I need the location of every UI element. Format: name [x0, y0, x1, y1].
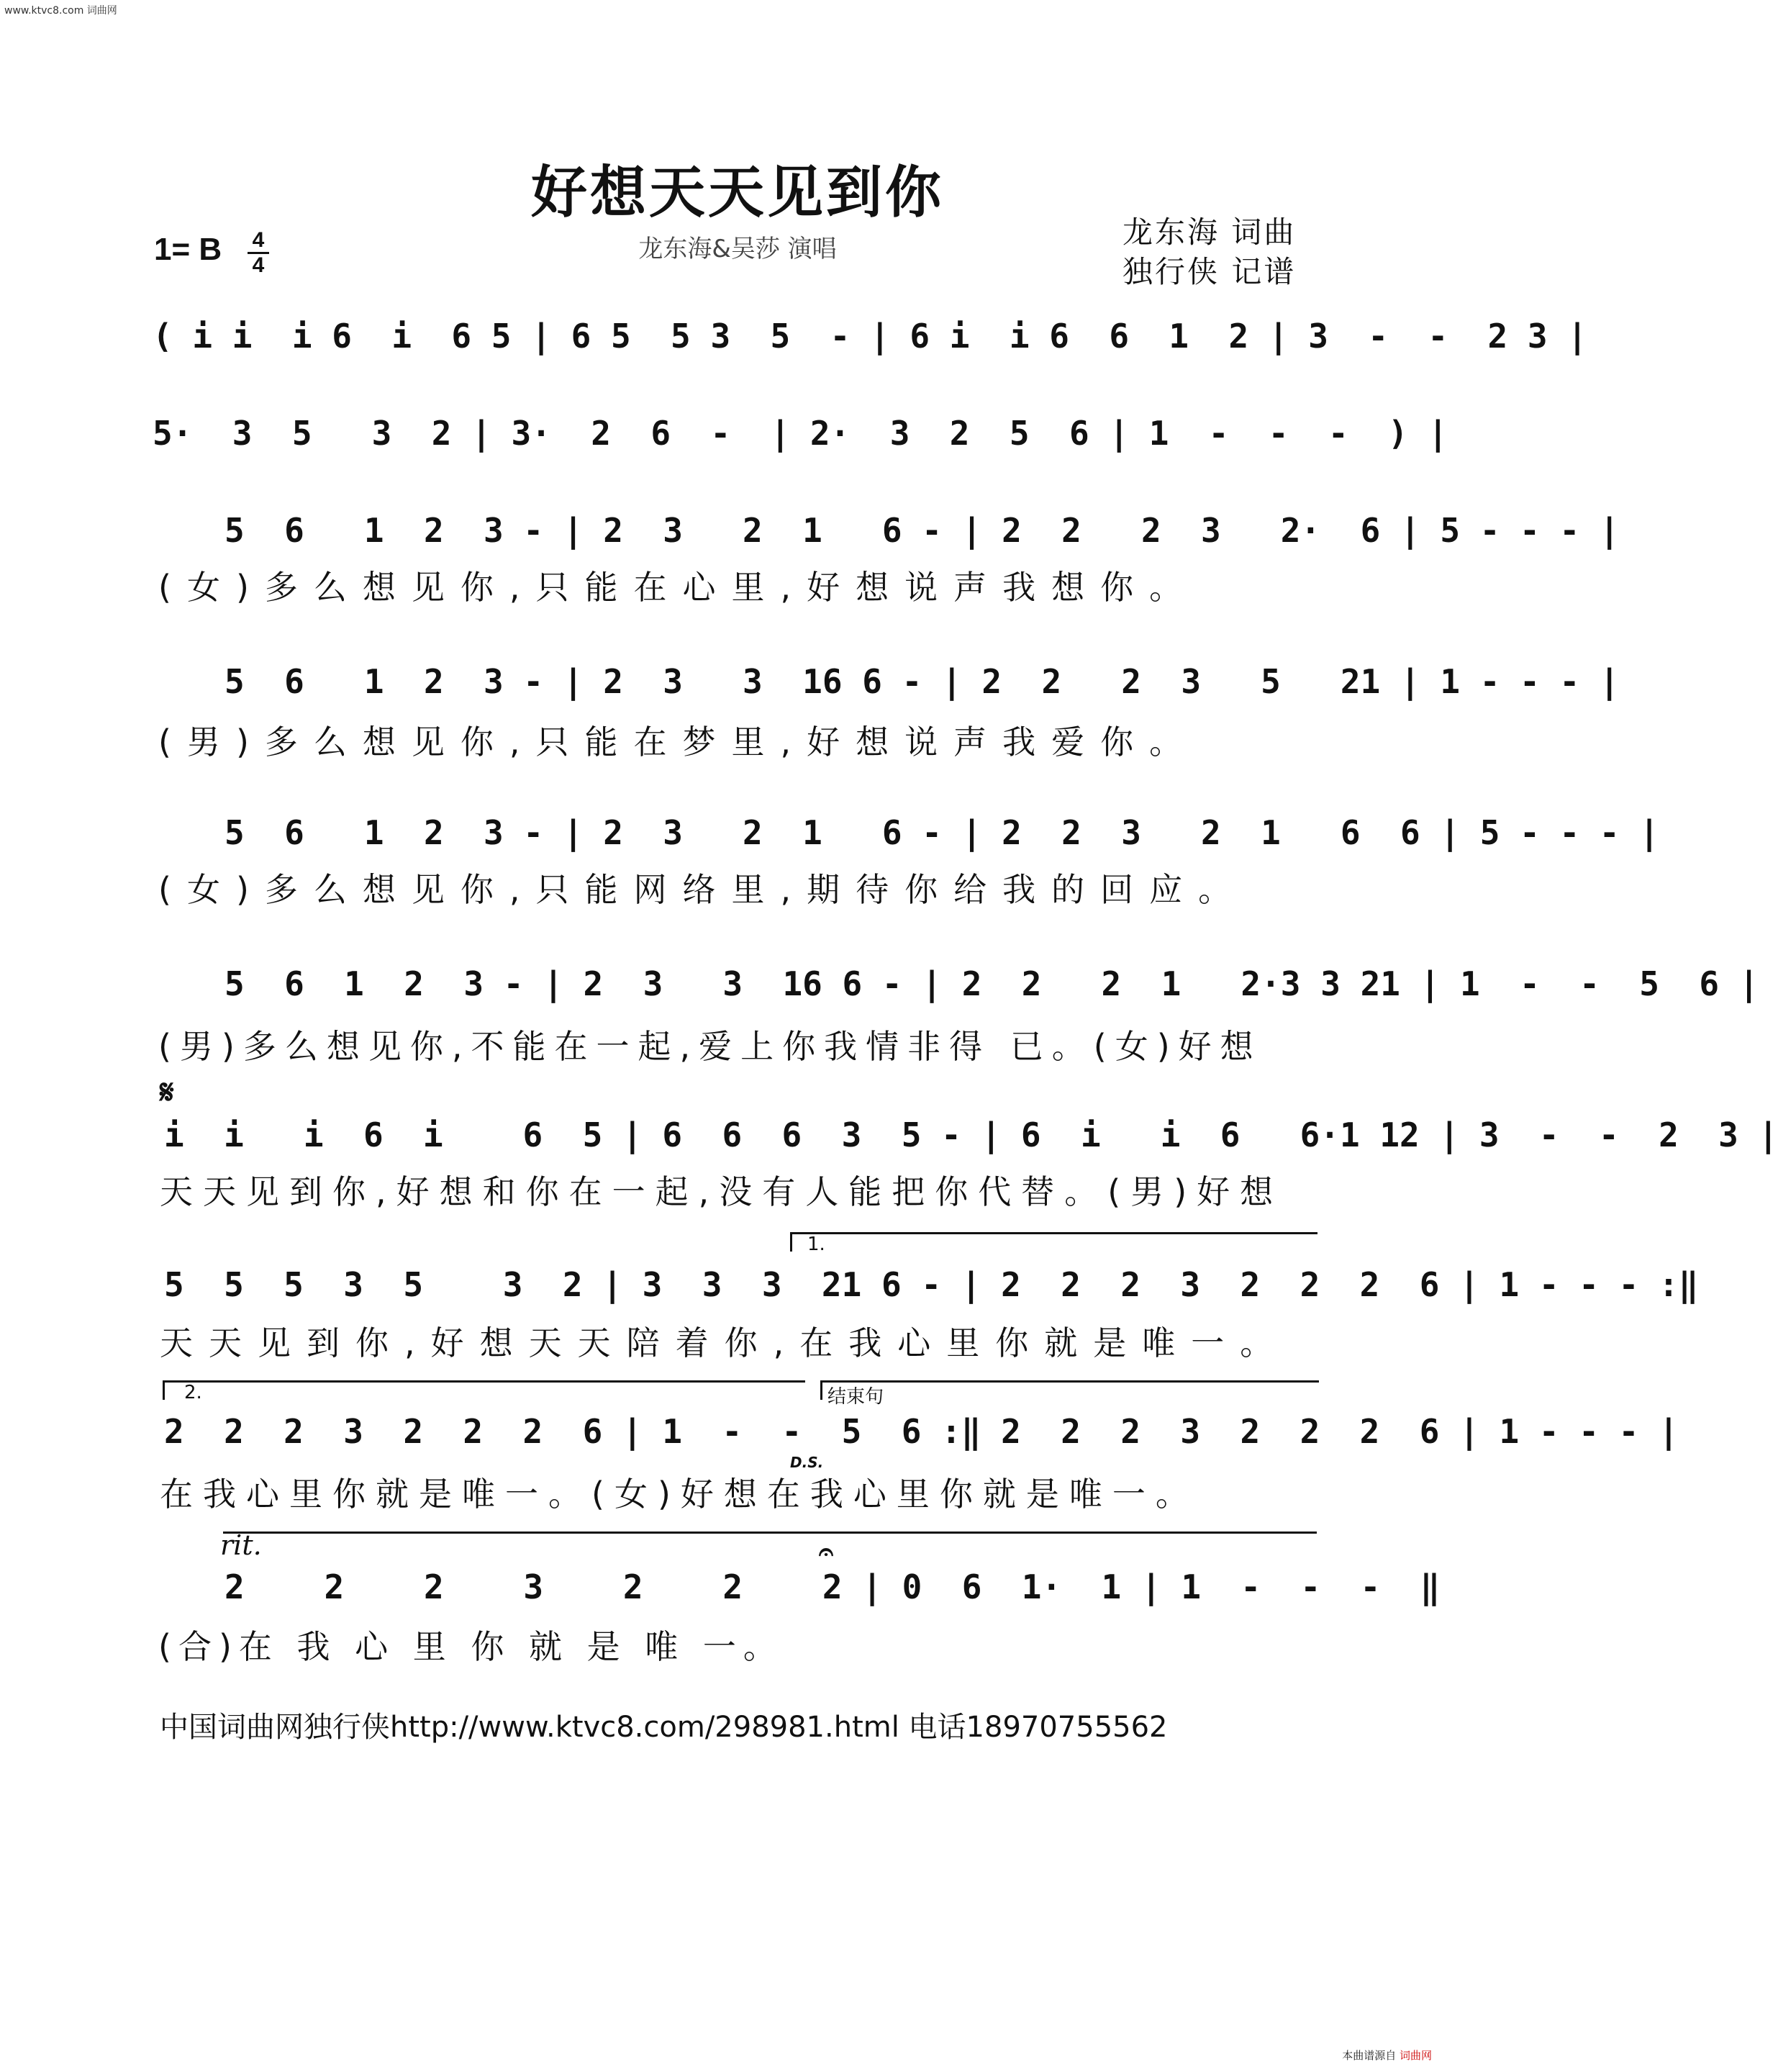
score-system-10: 2 2 2 3 2 2 2 | 0 6 1· 1 | 1 - - - ‖ — [224, 1567, 1441, 1606]
key-signature: 1= B — [154, 232, 222, 267]
ending-label: 结束句 — [827, 1386, 884, 1408]
fermata-mark: 𝄐 — [819, 1537, 834, 1567]
performer: 龙东海&吴莎 演唱 — [638, 235, 837, 263]
volta-1-label: 1. — [807, 1234, 825, 1255]
ending-bracket — [820, 1380, 1319, 1400]
page-title: 好想天天见到你 — [530, 160, 944, 225]
volta-2-label: 2. — [184, 1382, 202, 1403]
score-system-4: 5 6 1 2 3 - | 2 3 3 16 6 - | 2 2 2 3 5 21 | 1 - - - | — [224, 662, 1620, 701]
ds-mark: D.S. — [790, 1454, 824, 1471]
source-note — [1342, 2048, 1432, 2063]
lyrics-line-6: (男)多么想见你,不能在一起,爱上你我情非得 已。(女)好想 — [158, 1027, 1262, 1066]
lyrics-line-4: (男)多么想见你,只能在梦里,好想说声我爱你。 — [158, 723, 1199, 761]
score-system-7: i i i 6 i 6 5 | 6 6 6 3 5 - | 6 i i 6 6·1 12 | 3 - - 2 3 | — [164, 1116, 1778, 1154]
score-system-3: 5 6 1 2 3 - | 2 3 2 1 6 - | 2 2 2 3 2· 6 | 5 - - - | — [224, 511, 1620, 550]
lyrics-line-7: 天天见到你,好想和你在一起,没有人能把你代替。(男)好想 — [160, 1172, 1284, 1211]
score-system-9: 2 2 2 3 2 2 2 6 | 1 - - 5 6 :‖ 2 2 2 3 2 2 2 6 | 1 - - - | — [164, 1412, 1679, 1451]
score-system-6: 5 6 1 2 3 - | 2 3 3 16 6 - | 2 2 2 1 2·3 3 21 | 1 - - 5 6 | — [224, 964, 1759, 1003]
time-signature — [248, 229, 269, 277]
footer-info: 中国词曲网独行侠http://www.ktvc8.com/298981.html 电话18970755562 — [160, 1711, 1168, 1744]
score-system-2: 5· 3 5 3 2 | 3· 2 6 - | 2· 3 2 5 6 | 1 - - - ) | — [153, 414, 1448, 453]
site-watermark: www.ktvc8.com 词曲网 — [4, 5, 117, 17]
credit-transcriber: 独行侠 记谱 — [1122, 254, 1297, 289]
ritardando-mark: rit. — [220, 1529, 262, 1561]
time-sig-bottom: 4 — [252, 253, 265, 277]
source-label: 本曲谱源自 — [1342, 2049, 1397, 2062]
lyrics-line-3: (女)多么想见你,只能在心里,好想说声我想你。 — [158, 568, 1199, 607]
lyrics-line-8: 天天见到你,好想天天陪着你,在我心里你就是唯一。 — [160, 1324, 1289, 1362]
segno-sign: 𝄋 — [160, 1072, 174, 1111]
volta-1-bracket — [790, 1232, 1317, 1252]
credit-composer: 龙东海 词曲 — [1122, 214, 1297, 250]
score-system-5: 5 6 1 2 3 - | 2 3 2 1 6 - | 2 2 3 2 1 6 6 | 5 - - - | — [224, 813, 1659, 852]
source-site: 词曲网 — [1399, 2049, 1432, 2062]
rit-line — [223, 1532, 1317, 1541]
lyrics-line-9: 在我心里你就是唯一。(女)好想在我心里你就是唯一。 — [160, 1475, 1199, 1514]
volta-2-bracket — [163, 1380, 805, 1400]
score-system-1: ( i i i 6 i 6 5 | 6 5 5 3 5 - | 6 i i 6 6 1 2 | 3 - - 2 3 | — [153, 317, 1587, 356]
score-system-8: 5 5 5 3 5 3 2 | 3 3 3 21 6 - | 2 2 2 3 2 2 2 6 | 1 - - - :‖ — [164, 1265, 1699, 1304]
lyrics-line-5: (女)多么想见你,只能网络里,期待你给我的回应。 — [158, 870, 1248, 909]
time-sig-top: 4 — [248, 229, 269, 254]
lyrics-line-10: (合)在 我 心 里 你 就 是 唯 一。 — [158, 1627, 784, 1666]
